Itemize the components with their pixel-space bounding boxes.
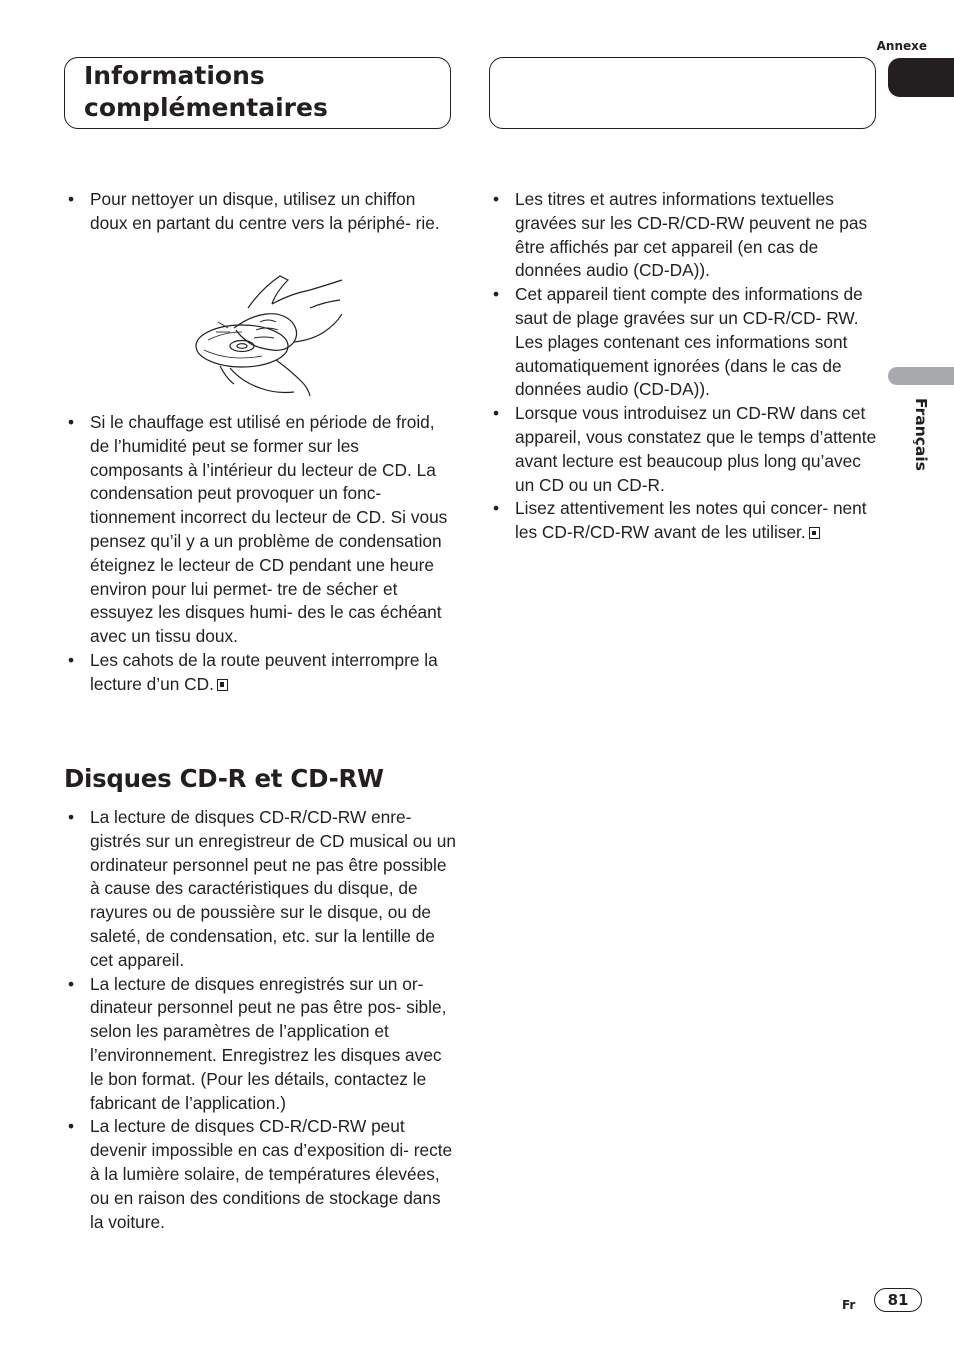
cd-cleaning-hand-icon — [190, 270, 350, 400]
section-label: Annexe — [876, 39, 927, 53]
list-item-text: Cet appareil tient compte des informations de saut de plage gravées sur un CD-R/CD- RW. Les plages contenant ces informations sont automatiquement ignorées (dans le cas de données audio (CD-DA)). — [515, 284, 863, 400]
list-item — [489, 283, 881, 402]
bullet-icon: • — [492, 284, 500, 305]
bullet-icon: • — [492, 403, 500, 424]
bullet-icon: • — [67, 1116, 75, 1137]
list-item-text: La lecture de disques CD-R/CD-RW peut devenir impossible en cas d’exposition di- recte à la lumière solaire, de températures élevées, ou en raison des conditions de stockage dans la voiture. — [90, 1116, 453, 1232]
bullet-icon: • — [67, 807, 75, 827]
list-item-text: La lecture de disques enregistrés sur un or- dinateur personnel peut ne pas être pos- sible, selon les paramètres de l’application et l’environnement. Enregistrez les disques avec le bon format. (Pour les détails, contactez le fabricant de l’application.) — [90, 973, 447, 1113]
language-tab-label: Français — [912, 398, 930, 471]
section-title: Disques CD-R et CD-RW — [64, 764, 384, 793]
list-item — [64, 806, 456, 973]
end-of-section-icon — [809, 527, 820, 539]
bullet-icon: • — [492, 498, 500, 519]
bullet-list-condensation — [64, 411, 456, 697]
bullet-icon: • — [67, 649, 75, 670]
language-code: Fr — [842, 1298, 856, 1312]
list-item-text: Si le chauffage est utilisé en période de froid, de l’humidité peut se former sur les composants à l’intérieur du lecteur de CD. La condensation peut provoquer un fonc- tionnement incorrect du lecteur de CD. Si vous pensez qu’il y a un problème de condensation éteignez le lecteur de CD pendant une heure environ pour lui permet- tre de sécher et essuyez les disques humi- des le cas échéant avec un tissu doux. — [90, 412, 448, 647]
header-empty-box — [489, 57, 876, 129]
list-item-text: Pour nettoyer un disque, utilisez un chiffon doux en partant du centre vers la périphé- rie. — [90, 189, 440, 233]
list-item — [489, 497, 881, 545]
list-item — [64, 411, 456, 649]
bullet-icon: • — [492, 189, 500, 209]
end-of-section-icon — [217, 679, 228, 691]
list-item — [489, 188, 881, 283]
page-number: 81 — [874, 1288, 922, 1312]
bullet-list-right — [489, 188, 881, 545]
section-tab — [888, 58, 954, 97]
language-tab-marker — [888, 367, 954, 385]
list-item — [64, 1115, 456, 1234]
list-item — [64, 973, 456, 1116]
bullet-icon: • — [67, 412, 75, 432]
bullet-list-cdr-cdrw — [64, 806, 456, 1234]
list-item — [64, 188, 456, 236]
list-item — [489, 402, 881, 497]
list-item-text: Les titres et autres informations textuelles gravées sur les CD-R/CD-RW peuvent ne pas être affichés par cet appareil (en cas de données audio (CD-DA)). — [515, 189, 868, 281]
list-item-text: Les cahots de la route peuvent interrompre la lecture d’un CD. — [90, 649, 438, 694]
bullet-icon: • — [67, 973, 75, 994]
bullet-icon: • — [67, 189, 75, 209]
list-item-text: Lorsque vous introduisez un CD-RW dans cet appareil, vous constatez que le temps d’attente avant lecture est beaucoup plus long qu’avec un CD ou un CD-R. — [515, 403, 877, 495]
list-item-text: Lisez attentivement les notes qui concer- nent les CD-R/CD-RW avant de les utiliser. — [515, 498, 867, 543]
list-item — [64, 649, 456, 697]
bullet-list-cleaning — [64, 188, 456, 236]
page-title: Informations complémentaires — [84, 61, 328, 122]
list-item-text: La lecture de disques CD-R/CD-RW enre- gistrés sur un enregistreur de CD musical ou un ordinateur personnel peut ne pas être possible à cause des caractéristiques du disque, de rayures ou de poussière sur le disque, ou de saleté, de condensation, etc. sur la lentille de cet appareil. — [90, 807, 456, 970]
